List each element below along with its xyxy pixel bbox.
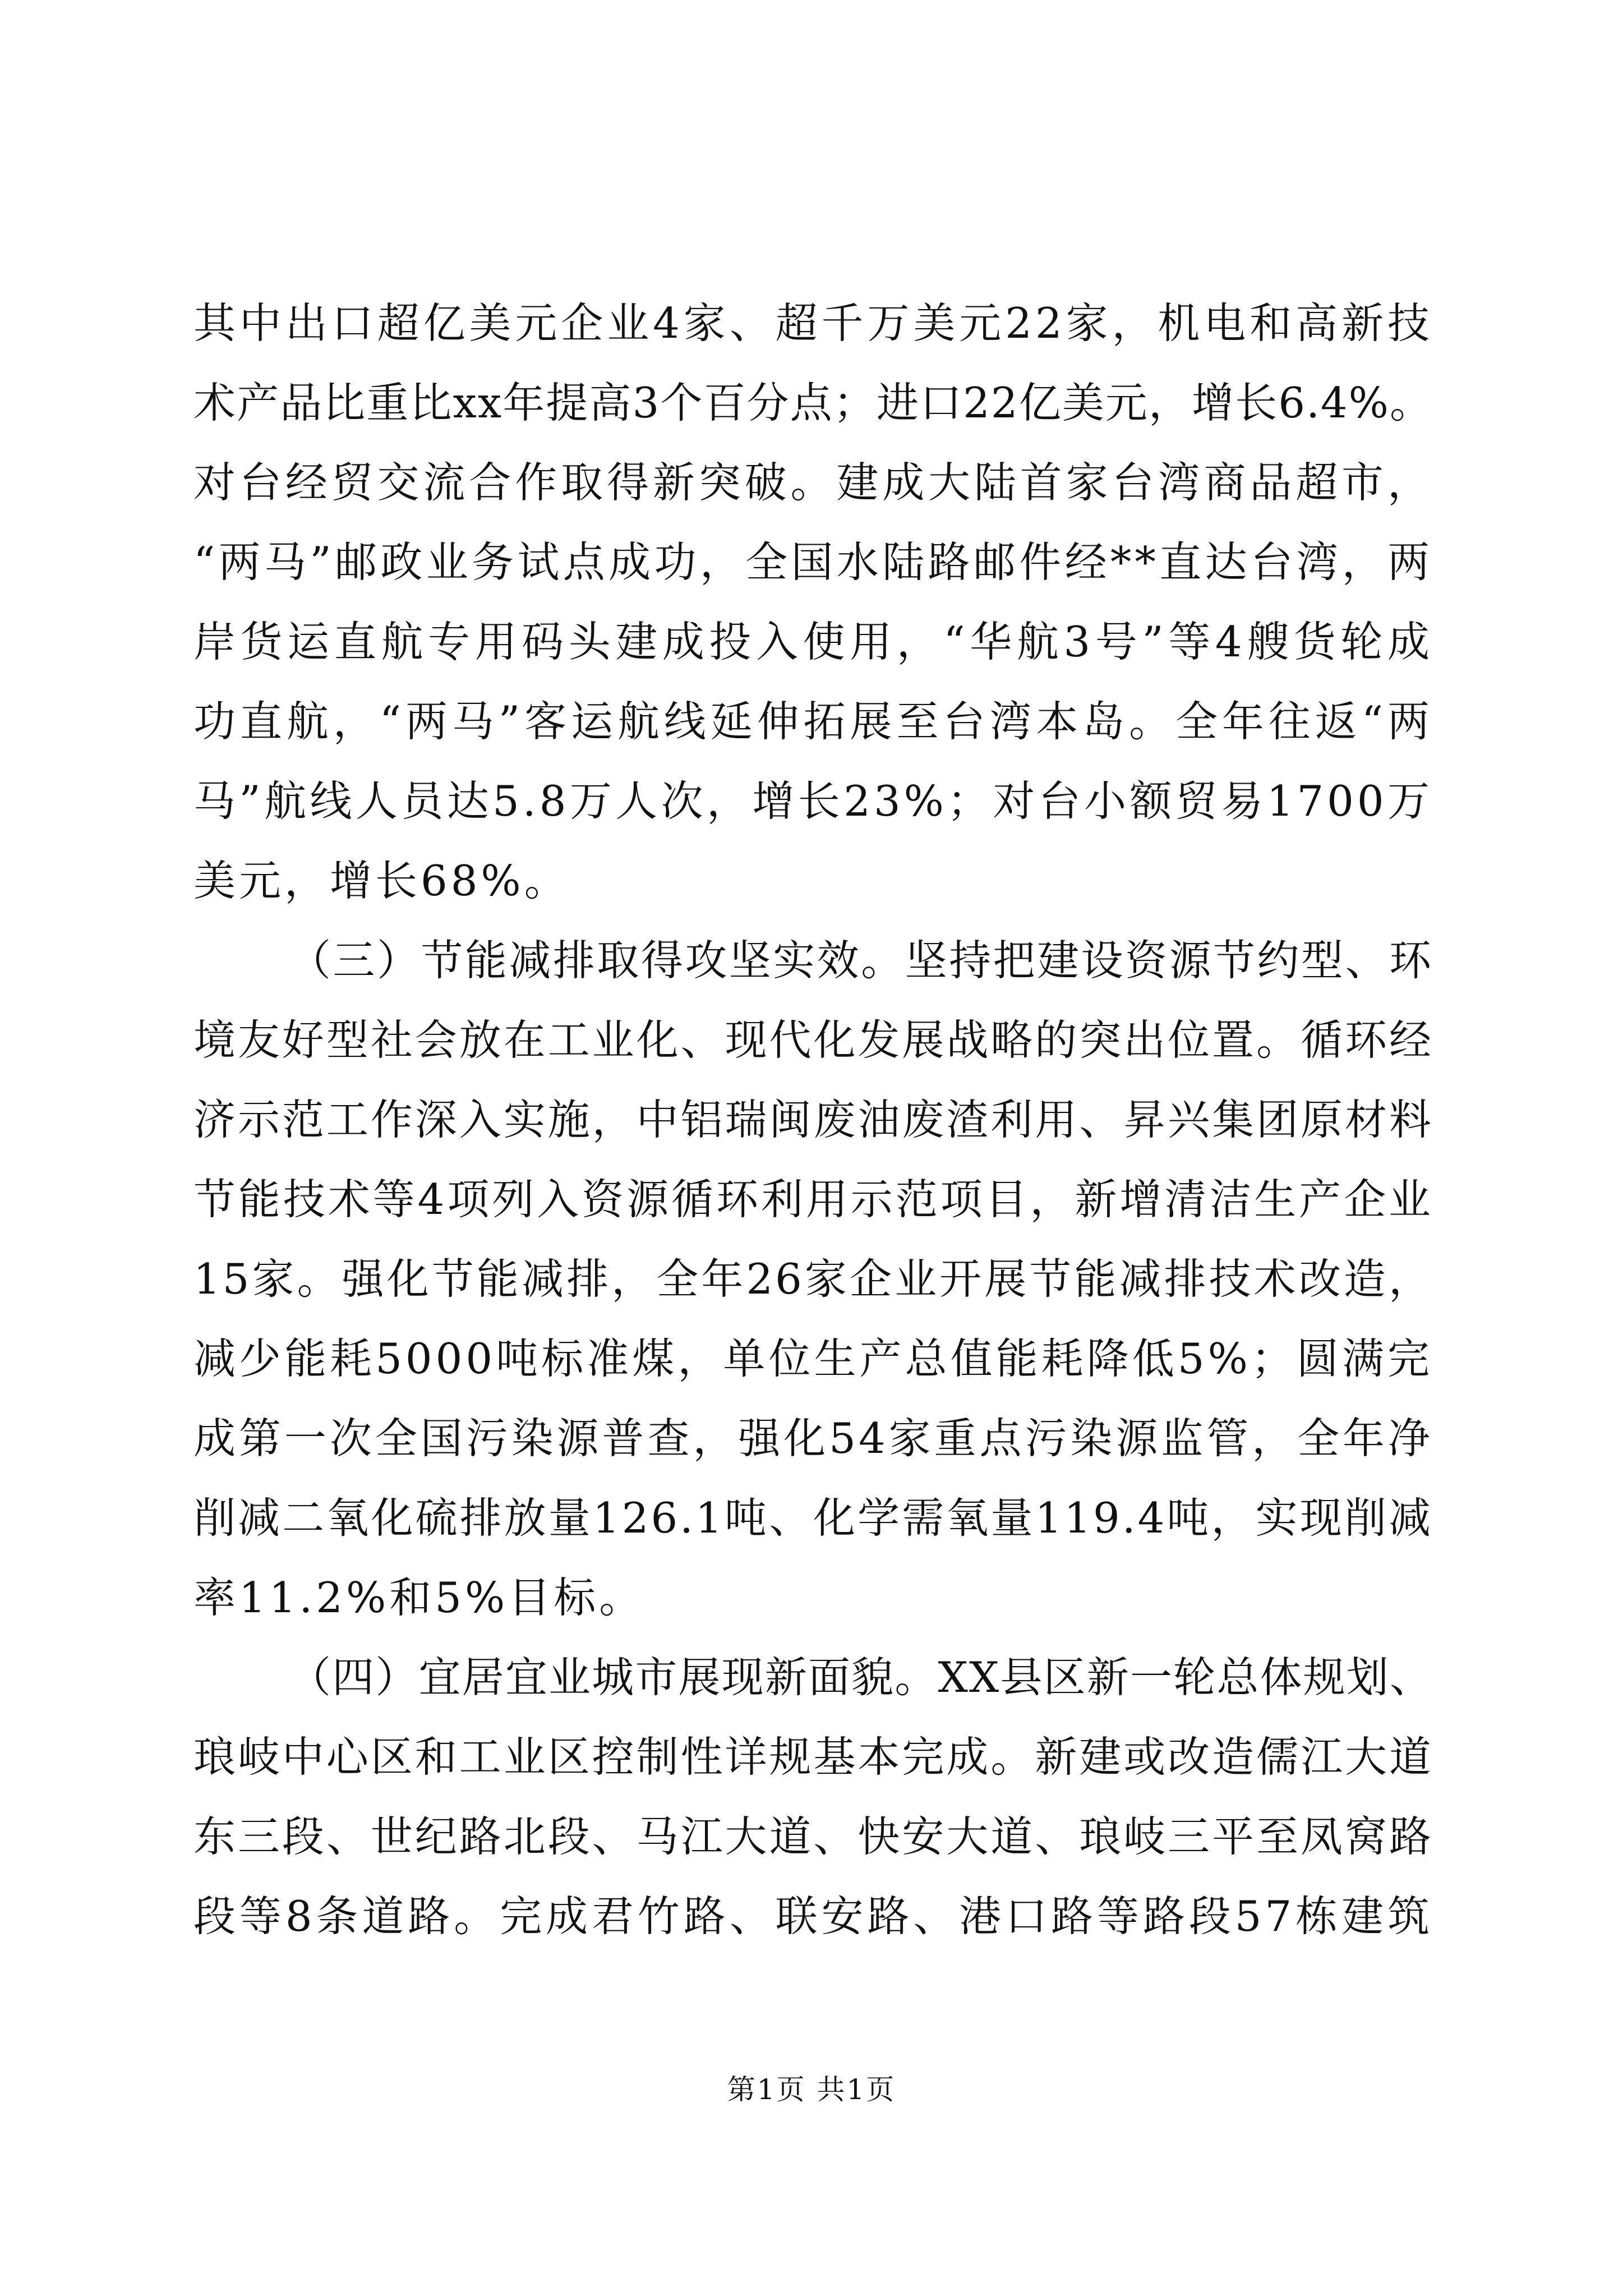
text-line: 琅岐中心区和工业区控制性详规基本完成。新建或改造儒江大道 [193,1732,1433,1782]
text-line: 济示范工作深入实施，中铝瑞闽废油废渣利用、昇兴集团原材料 [193,1095,1433,1144]
text-line: 15家。强化节能减排，全年26家企业开展节能减排技术改造， [193,1254,1433,1304]
text-line: 其中出口超亿美元企业4家、超千万美元22家，机电和高新技 [193,298,1433,348]
section-heading-line: （四）宜居宜业城市展现新面貌。XX县区新一轮总体规划、 [289,1653,1433,1702]
text-line: 段等8条道路。完成君竹路、联安路、港口路等路段57栋建筑 [193,1892,1433,1941]
text-line: 率11.2%和5%目标。 [193,1573,645,1622]
page-footer: 第1页 共1页 [727,2073,896,2106]
text-line: 成第一次全国污染源普查，强化54家重点污染源监管，全年净 [193,1414,1433,1463]
section-heading-line: （三）节能减排取得攻坚实效。坚持把建设资源节约型、环 [289,936,1433,985]
text-line: 马”航线人员达5.8万人次，增长23%；对台小额贸易1700万 [193,776,1433,826]
text-line: 岸货运直航专用码头建成投入使用，“华航3号”等4艘货轮成 [193,617,1433,666]
text-line: 减少能耗5000吨标准煤，单位生产总值能耗降低5%；圆满完 [193,1334,1433,1383]
text-line: 境友好型社会放在工业化、现代化发展战略的突出位置。循环经 [193,1015,1433,1065]
body-text [193,283,1433,1956]
text-line: 削减二氧化硫排放量126.1吨、化学需氧量119.4吨，实现削减 [193,1493,1433,1543]
text-line: 对台经贸交流合作取得新突破。建成大陆首家台湾商品超市， [193,458,1433,507]
text-line: “两马”邮政业务试点成功，全国水陆路邮件经**直达台湾，两 [193,537,1433,587]
text-line: 节能技术等4项列入资源循环利用示范项目，新增清洁生产企业 [193,1175,1433,1224]
text-line: 东三段、世纪路北段、马江大道、快安大道、琅岐三平至凤窝路 [193,1812,1433,1861]
text-line: 功直航，“两马”客运航线延伸拓展至台湾本岛。全年往返“两 [193,697,1433,746]
text-line: 美元，增长68%。 [193,856,570,905]
text-line: 术产品比重比xx年提高3个百分点；进口22亿美元，增长6.4%。 [193,378,1433,427]
